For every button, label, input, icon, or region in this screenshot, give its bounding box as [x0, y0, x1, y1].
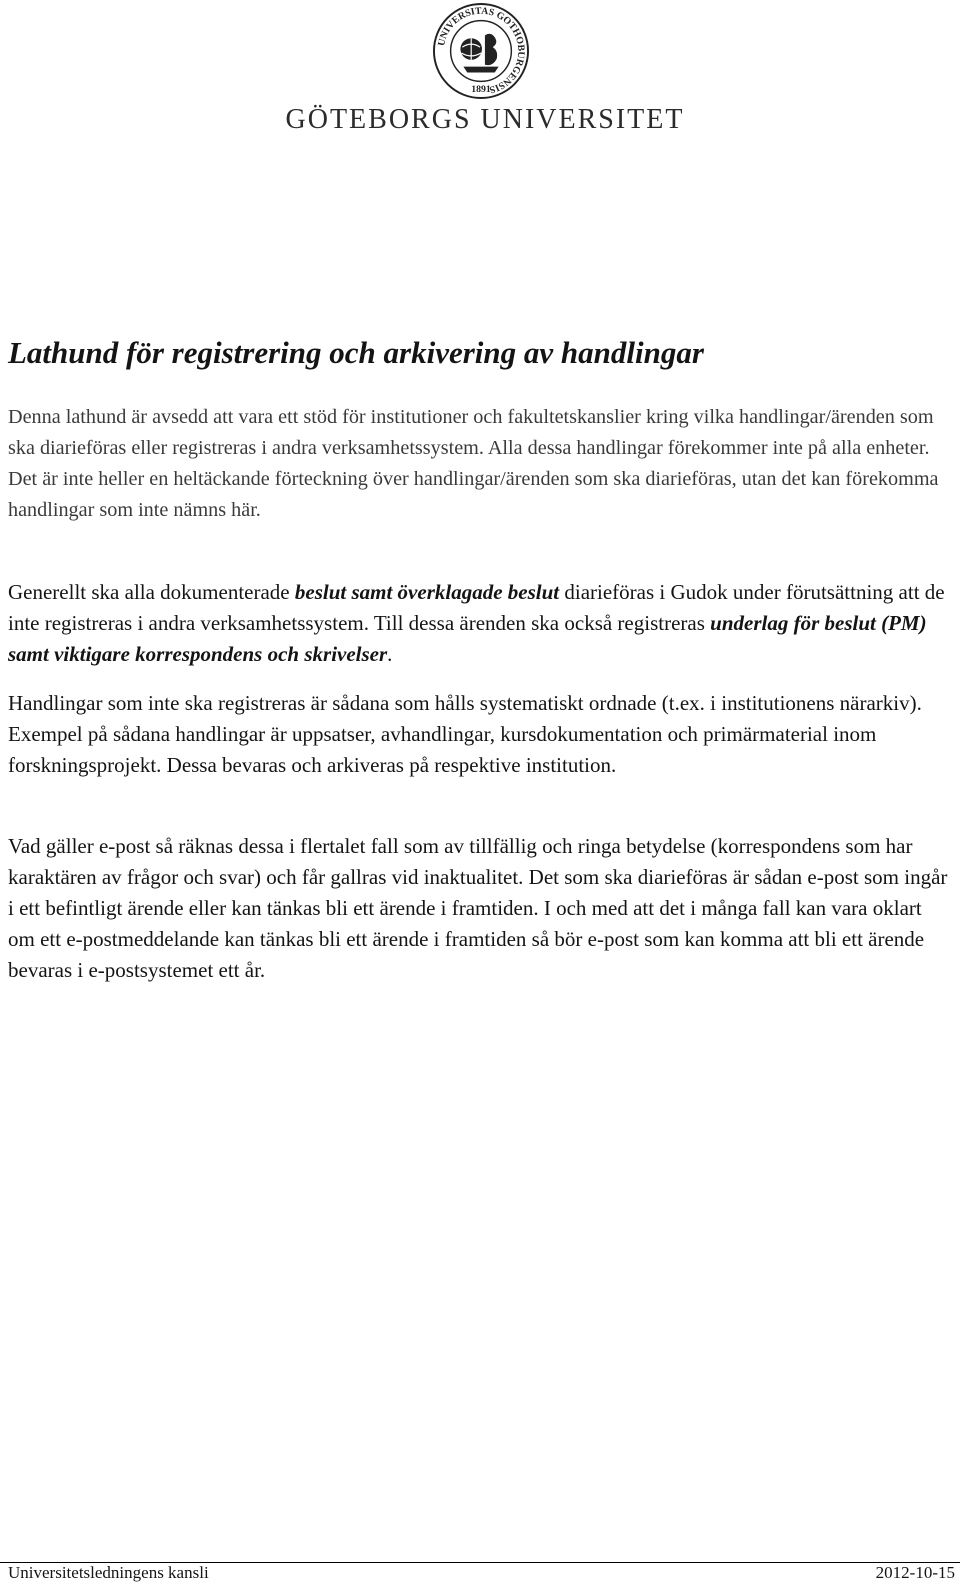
footer-department: Universitetsledningens kansli — [8, 1563, 209, 1582]
emphasis-decisions: beslut samt överklagade beslut — [294, 580, 560, 604]
emphasis-basis: underlag för beslut (PM) samt viktigare korrespondens och skrivelser — [8, 611, 927, 666]
document-title: Lathund för registrering och arkivering av handlingar — [8, 335, 704, 370]
paragraph-text: . — [387, 642, 393, 666]
paragraph-text: Generellt ska alla dokumenterade — [8, 580, 295, 604]
seal-year: 1891 — [471, 84, 491, 96]
university-seal-logo — [432, 2, 530, 100]
paragraph-non-registered: Handlingar som inte ska registreras är sådana som hålls systematiskt ordnade (t.ex. i institutionens närarkiv). Exempel på sådana handlingar är uppsatser, avhandlingar, kursdokumentation och primärmaterial inom forskningsprojekt. Dessa bevaras och arkiveras på respektive institution. — [8, 691, 922, 777]
seal-ring-text: UNIVERSITAS GOTHOBURGENSIS — [436, 5, 527, 96]
footer-date: 2012-10-15 — [875, 1563, 955, 1582]
university-name: GÖTEBORGS UNIVERSITET — [285, 104, 685, 135]
paragraph-intro: Denna lathund är avsedd att vara ett stöd för institutioner och fakultetskanslier kring vilka handlingar/ärenden som ska diarieföras eller registreras i andra verksamhetssystem. Alla dessa handlingar förekommer inte på alla enheter. Det är inte heller en heltäckande förteckning över handlingar/ärenden som ska diarieföras, utan det kan förekomma handlingar som inte nämns här. — [8, 406, 939, 521]
paragraph-text: diarieföras i Gudok under förutsättning att de inte registreras i andra verksamhetssystem. Till dessa ärenden ska också registreras — [8, 580, 945, 635]
paragraph-email: Vad gäller e-post så räknas dessa i flertalet fall som av tillfällig och ringa betydelse (korrespondens som har karaktären av frågor och svar) och får gallras vid inaktualitet. Det som ska diarieföras är sådan e-post som ingår i ett befintligt ärende eller kan tänkas bli ett ärende i framtiden. I och med att det i många fall kan vara oklart om ett e-postmeddelande kan tänkas bli ett ärende i framtiden så bör e-post som kan komma att bli ett ärende bevaras i e-postsystemet ett år. — [8, 834, 948, 982]
paragraph-decisions — [8, 577, 952, 670]
